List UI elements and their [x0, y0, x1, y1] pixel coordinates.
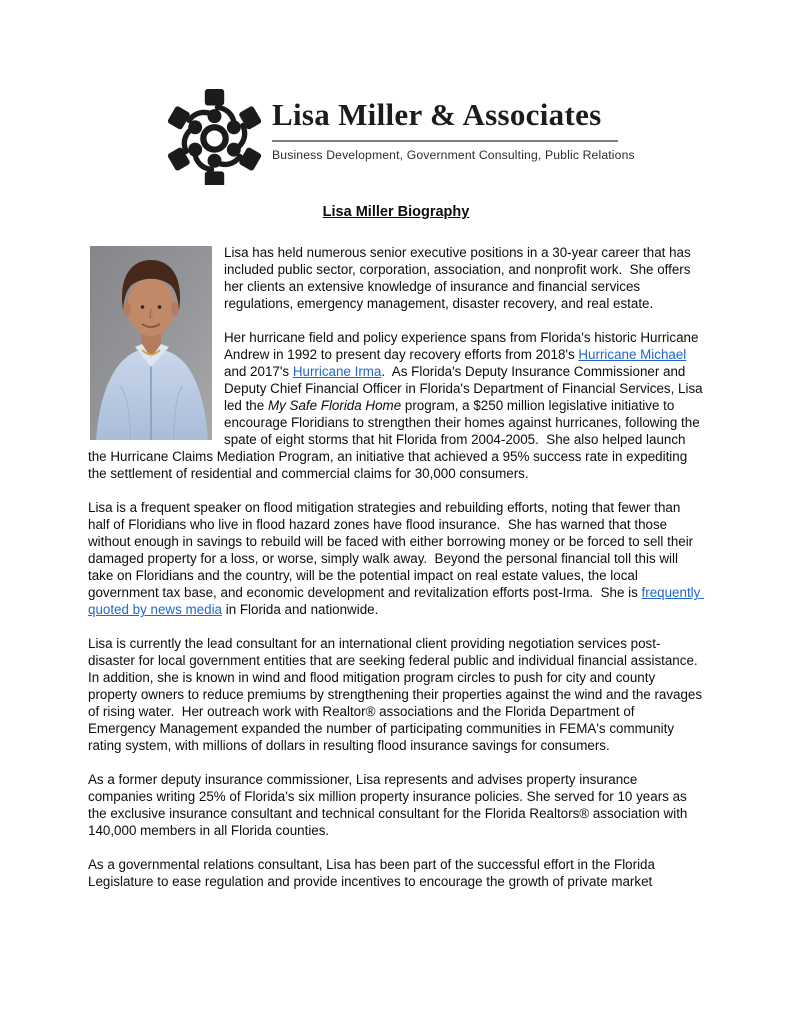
portrait-photo	[90, 246, 212, 440]
bio-intro-section	[88, 244, 707, 499]
header-divider	[272, 140, 618, 142]
document-body	[88, 204, 707, 907]
bio-paragraph-6	[88, 856, 704, 890]
text-run: in Florida and nationwide.	[222, 602, 379, 617]
text-run: program, a $250 million legislative initiative to encourage Floridians to strengthen their homes against hurricanes, following the spate of eight storms that hit Florida from 2004-2005. She also helped launch the Hurricane Claims Mediation Program, an initiative that achieved a 95% success rate in expediting the settlement of residential and commercial claims for 30,000 consumers.	[88, 398, 704, 481]
company-name: Lisa Miller & Associates	[272, 97, 602, 132]
text-run: Her hurricane field and policy experience spans from Florida's historic Hurricane Andrew in 1992 to present day recovery efforts from 2018's	[224, 330, 702, 362]
bio-paragraph-5	[88, 771, 704, 839]
news-media-link[interactable]: frequently quoted by news media	[88, 585, 705, 617]
letterhead	[166, 88, 635, 185]
bio-paragraph-3	[88, 499, 704, 618]
company-logo-icon	[166, 88, 263, 185]
text-run: Lisa has held numerous senior executive positions in a 30-year career that has included public sector, corporation, association, and nonprofit work. She offers her clients an extensive knowledge of insurance and financial services regulations, emergency management, disaster recovery, and real estate.	[224, 245, 695, 311]
text-run: As a former deputy insurance commissioner, Lisa represents and advises property insurance companies writing 25% of Florida's six million property insurance policies. She served for 10 years as the exclusive insurance consultant and technical consultant for the Florida Realtors® association with 140,000 members in all Florida counties.	[88, 772, 692, 838]
page-title: Lisa Miller Biography	[322, 204, 470, 220]
text-run: . As Florida's Deputy Insurance Commissioner and Deputy Chief Financial Officer in Florida's Department of Financial Services, Lisa led the	[224, 364, 707, 413]
text-run: My Safe Florida Home	[267, 398, 402, 413]
company-tagline: Business Development, Government Consulting, Public Relations	[272, 148, 635, 162]
text-run: As a governmental relations consultant, Lisa has been part of the successful effort in the Florida Legislature to ease regulation and provide incentives to encourage the growth of private market	[88, 857, 659, 889]
text-run: Lisa is a frequent speaker on flood mitigation strategies and rebuilding efforts, noting that fewer than half of Floridians who live in flood hazard zones have flood insurance. She has warned that those without enough in savings to rebuild will be faced with either borrowing money or be forced to sell their damaged property for a loss, or worse, simply walk away. Beyond the personal financial toll this will take on Floridians and the country, will be the potential impact on real estate values, the local government tax base, and economic development and revitalization efforts post-Irma. She is	[88, 500, 697, 600]
hurricane-irma-link[interactable]: Hurricane Irma	[292, 364, 382, 379]
brand-block	[272, 88, 635, 162]
bio-paragraph-4	[88, 635, 704, 754]
text-run: Lisa is currently the lead consultant for an international client providing negotiation services post-disaster for local government entities that are seeking federal public and individual financial assistance. In addition, she is known in wind and flood mitigation program circles to push for city and county property owners to reduce premiums by strengthening their properties against the wind and the ravages of rising water. Her outreach work with Realtor® associations and the Florida Department of Emergency Management expanded the number of participating communities in FEMA's community rating system, with millions of dollars in resulting flood insurance savings for consumers.	[88, 636, 706, 753]
text-run: and 2017's	[224, 347, 691, 379]
hurricane-michael-link[interactable]: Hurricane Michael	[578, 347, 687, 362]
